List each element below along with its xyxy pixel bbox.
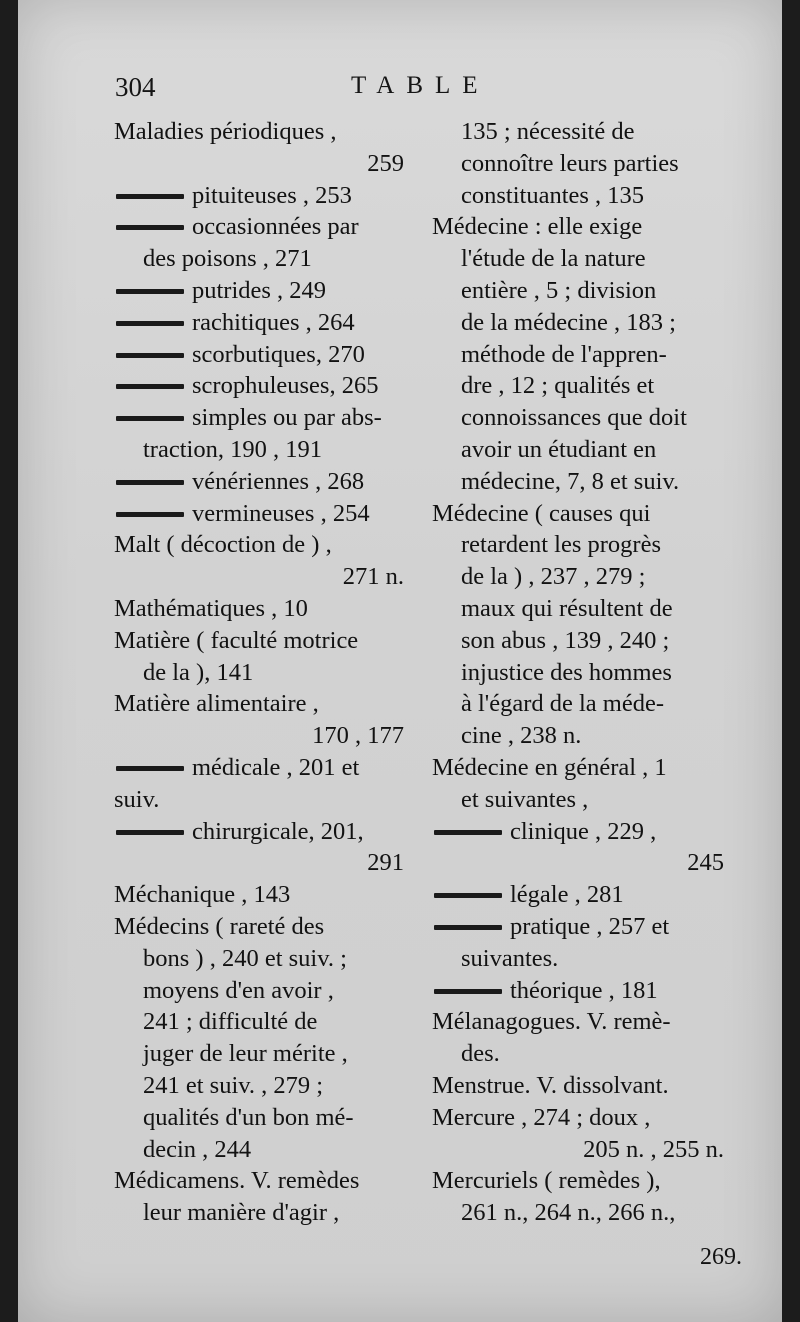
index-entry-text: suivantes. [461,944,559,972]
index-entry-text: Médecine ( causes qui [432,499,651,527]
index-entry-text: pituiteuses , 253 [192,181,352,209]
index-entry-text: traction, 190 , 191 [143,435,322,463]
index-entry-text: des. [461,1040,500,1068]
index-entry-line [432,148,724,180]
index-entry-text: 245 [687,849,724,877]
index-entry-line [432,593,724,625]
index-entry-line [114,1006,404,1038]
index-entry-text: 271 n. [342,563,404,591]
index-entry-text: de la ) , 237 , 279 ; [461,563,646,591]
index-entry-line [114,498,404,530]
index-entry-line [432,1134,724,1166]
index-entry-line [432,529,724,561]
index-entry-text: leur manière d'agir , [143,1199,340,1227]
index-entry-text: Mercuriels ( remèdes ), [432,1167,661,1195]
index-entry-line [114,1197,404,1229]
index-entry-line [114,1070,404,1102]
index-entry-line [114,434,404,466]
index-entry-text: méthode de l'appren- [461,340,667,368]
index-entry-text: Maladies périodiques , [114,118,337,145]
index-entry-line [432,625,724,657]
index-entry-text: légale , 281 [510,881,624,909]
index-entry-line [432,1006,724,1038]
index-entry-line [432,339,724,371]
index-entry-line [432,466,724,498]
index-entry-line [114,307,404,339]
index-entry-line [114,211,404,243]
index-entry-text: Matière alimentaire , [114,690,319,718]
index-entry-text: théorique , 181 [510,976,658,1004]
index-entry-line [114,339,404,371]
index-entry-line [114,1102,404,1134]
index-entry-text: à l'égard de la méde- [461,690,665,718]
index-entry-text: Méchanique , 143 [114,881,291,909]
index-entry-text: de la médecine , 183 ; [461,308,676,336]
index-entry-text: qualités d'un bon mé- [143,1103,354,1131]
index-entry-text: des poisons , 271 [143,245,312,273]
index-entry-text: connoître leurs parties [461,149,679,177]
index-entry-text: moyens d'en avoir , [143,976,334,1004]
index-entry-line [432,211,724,243]
index-entry-line [114,402,404,434]
index-entry-line [114,466,404,498]
index-entry-text: retardent les progrès [461,531,661,559]
index-entry-line [432,434,724,466]
index-entry-text: et suivantes , [461,785,589,813]
index-entry-text: Malt ( décoction de ) , [114,531,332,559]
index-entry-line [432,243,724,275]
index-entry-text: injustice des hommes [461,658,672,686]
index-entry-text: maux qui résultent de [461,594,673,622]
index-entry-line [114,816,404,848]
index-entry-line [114,116,404,148]
index-entry-text: entière , 5 ; division [461,276,657,304]
index-entry-line [114,561,404,593]
index-entry-line [432,911,724,943]
index-entry-text: scrophuleuses, 265 [192,372,379,400]
index-entry-line [114,1038,404,1070]
index-entry-line [432,498,724,530]
index-entry-text: 259 [367,149,404,177]
index-entry-text: dre , 12 ; qualités et [461,372,655,400]
index-entry-line [114,593,404,625]
index-entry-text: putrides , 249 [192,276,327,304]
index-entry-line [114,879,404,911]
index-entry-text: rachitiques , 264 [192,308,355,336]
index-entry-line [432,879,724,911]
index-entry-line [432,1197,724,1229]
index-entry-line [114,625,404,657]
index-entry-text: l'étude de la nature [461,245,646,273]
index-entry-text: Médicamens. V. remèdes [114,1167,360,1195]
index-entry-line [114,720,404,752]
index-entry-line [114,275,404,307]
left-index-column [114,116,404,1229]
index-entry-line [432,275,724,307]
index-entry-text: Mathématiques , 10 [114,594,308,622]
page-header [115,72,725,112]
index-entry-text: Mélanagogues. V. remè- [432,1008,671,1036]
index-entry-line [114,370,404,402]
index-entry-line [114,784,404,816]
index-entry-line [432,116,724,148]
page-title: TABLE [351,72,490,99]
index-entry-text: chirurgicale, 201, [192,817,364,845]
index-entry-line [432,752,724,784]
index-entry-text: 241 ; difficulté de [143,1008,318,1036]
index-entry-text: de la ), 141 [143,658,254,686]
index-entry-line [114,1134,404,1166]
index-entry-line [432,688,724,720]
index-entry-line [114,1165,404,1197]
index-entry-line [432,975,724,1007]
index-entry-text: connoissances que doit [461,404,687,432]
index-entry-text: constituantes , 135 [461,181,645,209]
index-entry-line [114,529,404,561]
index-entry-text: clinique , 229 , [510,817,657,845]
index-entry-line [432,1070,724,1102]
index-entry-text: vermineuses , 254 [192,499,370,527]
index-entry-line [114,943,404,975]
index-entry-text: decin , 244 [143,1135,252,1163]
index-entry-line [432,943,724,975]
index-entry-line [432,1038,724,1070]
index-entry-text: 135 ; nécessité de [461,118,635,145]
index-entry-line [432,1165,724,1197]
index-entry-line [432,180,724,212]
index-entry-line [114,911,404,943]
index-entry-text: Matière ( faculté motrice [114,626,359,654]
page-catchword: 269. [700,1244,742,1270]
index-entry-text: son abus , 139 , 240 ; [461,626,670,654]
index-entry-text: scorbutiques, 270 [192,340,365,368]
index-entry-text: cine , 238 n. [461,722,582,750]
index-entry-line [432,847,724,879]
index-entry-text: Médecine : elle exige [432,213,643,241]
index-entry-text: Mercure , 274 ; doux , [432,1103,651,1131]
index-entry-line [432,402,724,434]
index-entry-line [114,148,404,180]
index-entry-text: avoir un étudiant en [461,435,657,463]
index-entry-text: bons ) , 240 et suiv. ; [143,944,347,972]
index-entry-line [114,847,404,879]
index-entry-text: Médecine en général , 1 [432,753,667,781]
index-entry-text: 241 et suiv. , 279 ; [143,1071,324,1099]
index-entry-text: occasionnées par [192,213,359,241]
index-entry-line [432,720,724,752]
right-index-column [432,116,724,1229]
index-entry-text: juger de leur mérite , [143,1040,348,1068]
index-entry-text: suiv. [114,785,160,813]
index-entry-line [432,307,724,339]
index-entry-text: 205 n. , 255 n. [583,1135,724,1163]
index-entry-line [114,180,404,212]
index-entry-line [432,657,724,689]
index-entry-line [114,975,404,1007]
index-entry-text: 291 [367,849,404,877]
index-entry-line [114,243,404,275]
index-entry-text: vénériennes , 268 [192,467,365,495]
page-number: 304 [115,72,156,102]
index-entry-line [114,688,404,720]
index-entry-text: médecine, 7, 8 et suiv. [461,467,680,495]
index-entry-text: 170 , 177 [312,722,404,750]
index-entry-text: 261 n., 264 n., 266 n., [461,1199,676,1227]
index-entry-text: simples ou par abs- [192,404,382,432]
index-entry-line [432,784,724,816]
index-entry-line [114,657,404,689]
index-entry-line [432,816,724,848]
index-entry-text: pratique , 257 et [510,912,670,940]
index-entry-text: médicale , 201 et [192,753,360,781]
index-entry-text: Menstrue. V. dissolvant. [432,1071,669,1099]
index-entry-text: Médecins ( rareté des [114,912,325,940]
index-entry-line [432,1102,724,1134]
index-entry-line [432,561,724,593]
index-entry-line [432,370,724,402]
index-entry-line [114,752,404,784]
